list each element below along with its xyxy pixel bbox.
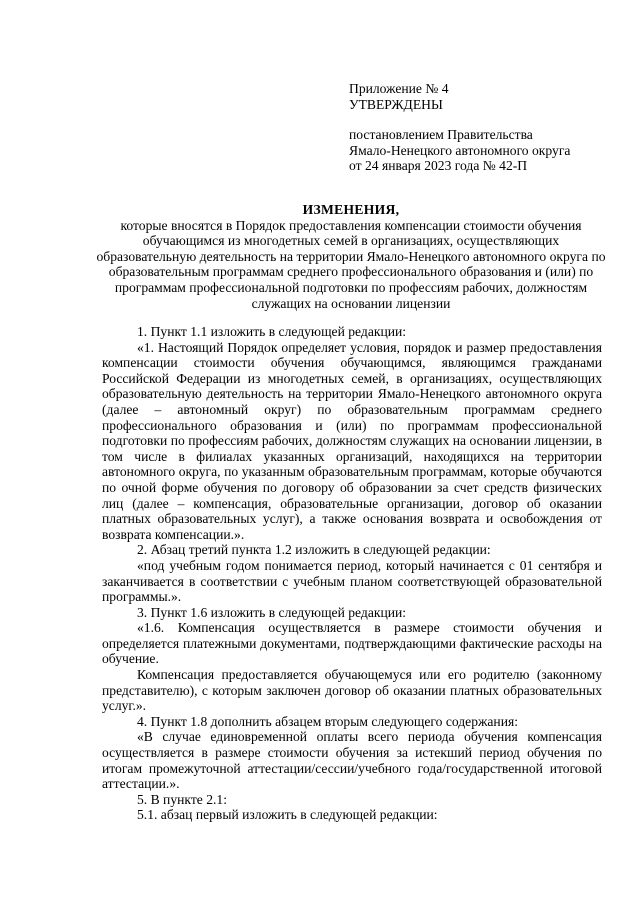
document-subtitle: которые вносятся в Порядок предоставления компенсации стоимости обучения обучающимся из многодетных семей в организациях, осуществляющих образовательную деятельность на территории Ямало-Ненецкого автономного округа по образовательным программам среднего профессионального образования и (или) по программам профессиональной подготовки по профессиям рабочих, должностям служащих на основании лицензии [96,217,606,311]
paragraph: 4. Пункт 1.8 дополнить абзацем вторым следующего содержания: [137,713,519,729]
document-heading: ИЗМЕНЕНИЯ, [302,202,400,217]
paragraph: 5.1. абзац первый изложить в следующей редакции: [137,807,438,823]
appendix-number: Приложение № 4 [349,81,449,96]
approval-line-2: Ямало-Ненецкого автономного округа [349,142,571,158]
paragraph: «В случае единовременной оплаты всего периода обучения компенсация осуществляется в размере стоимости обучения за истекший период обучения по итогам промежуточной аттестации/сессии/учебного года/государственной итоговой аттестации.». [102,729,602,792]
approval-block [349,81,619,174]
approval-line-1: постановлением Правительства [349,127,533,143]
document-body [102,324,602,823]
document-title [96,202,606,311]
paragraph: Компенсация предоставляется обучающемуся или его родителю (законному представителю), с которым заключен договор об оказании платных образовательных услуг.». [102,667,602,714]
paragraph: 2. Абзац третий пункта 1.2 изложить в следующей редакции: [137,542,491,558]
paragraph: 5. В пункте 2.1: [137,791,227,807]
paragraph: «1. Настоящий Порядок определяет условия, порядок и размер предоставления компенсации стоимости обучения обучающимся, являющимся гражданами Российской Федерации из многодетных семей, в организациях, осуществляющих образовательную деятельность на территории Ямало-Ненецкого автономного округа (далее – автономный округ) по образовательным программам среднего профессионального образования и (или) по программам профессиональной подготовки по профессиям рабочих, должностям служащих на основании лицензии, в том числе в филиалах указанных организаций, находящихся на территории автономного округа, по указанным образовательным программам, которые обучаются по очной форме обучения по договору об образовании за счет средств физических лиц (далее – компенсация, образовательные организации, договор об оказании платных образовательных услуг), а также основания возврата и освобождения от возврата компенсации.». [102,339,602,542]
paragraph: «под учебным годом понимается период, который начинается с 01 сентября и заканчивается в соответствии с учебным планом соответствующей образовательной программы.». [102,557,602,605]
approval-line-3: от 24 января 2023 года № 42-П [349,158,528,174]
paragraph: 1. Пункт 1.1 изложить в следующей редакции: [137,324,407,339]
paragraph: 3. Пункт 1.6 изложить в следующей редакции: [137,604,407,620]
spacer [349,112,619,127]
approved-label: УТВЕРЖДЕНЫ [349,96,443,112]
paragraph: «1.6. Компенсация осуществляется в размере стоимости обучения и определяется платежными документами, подтверждающими фактические расходы на обучение. [102,620,602,667]
